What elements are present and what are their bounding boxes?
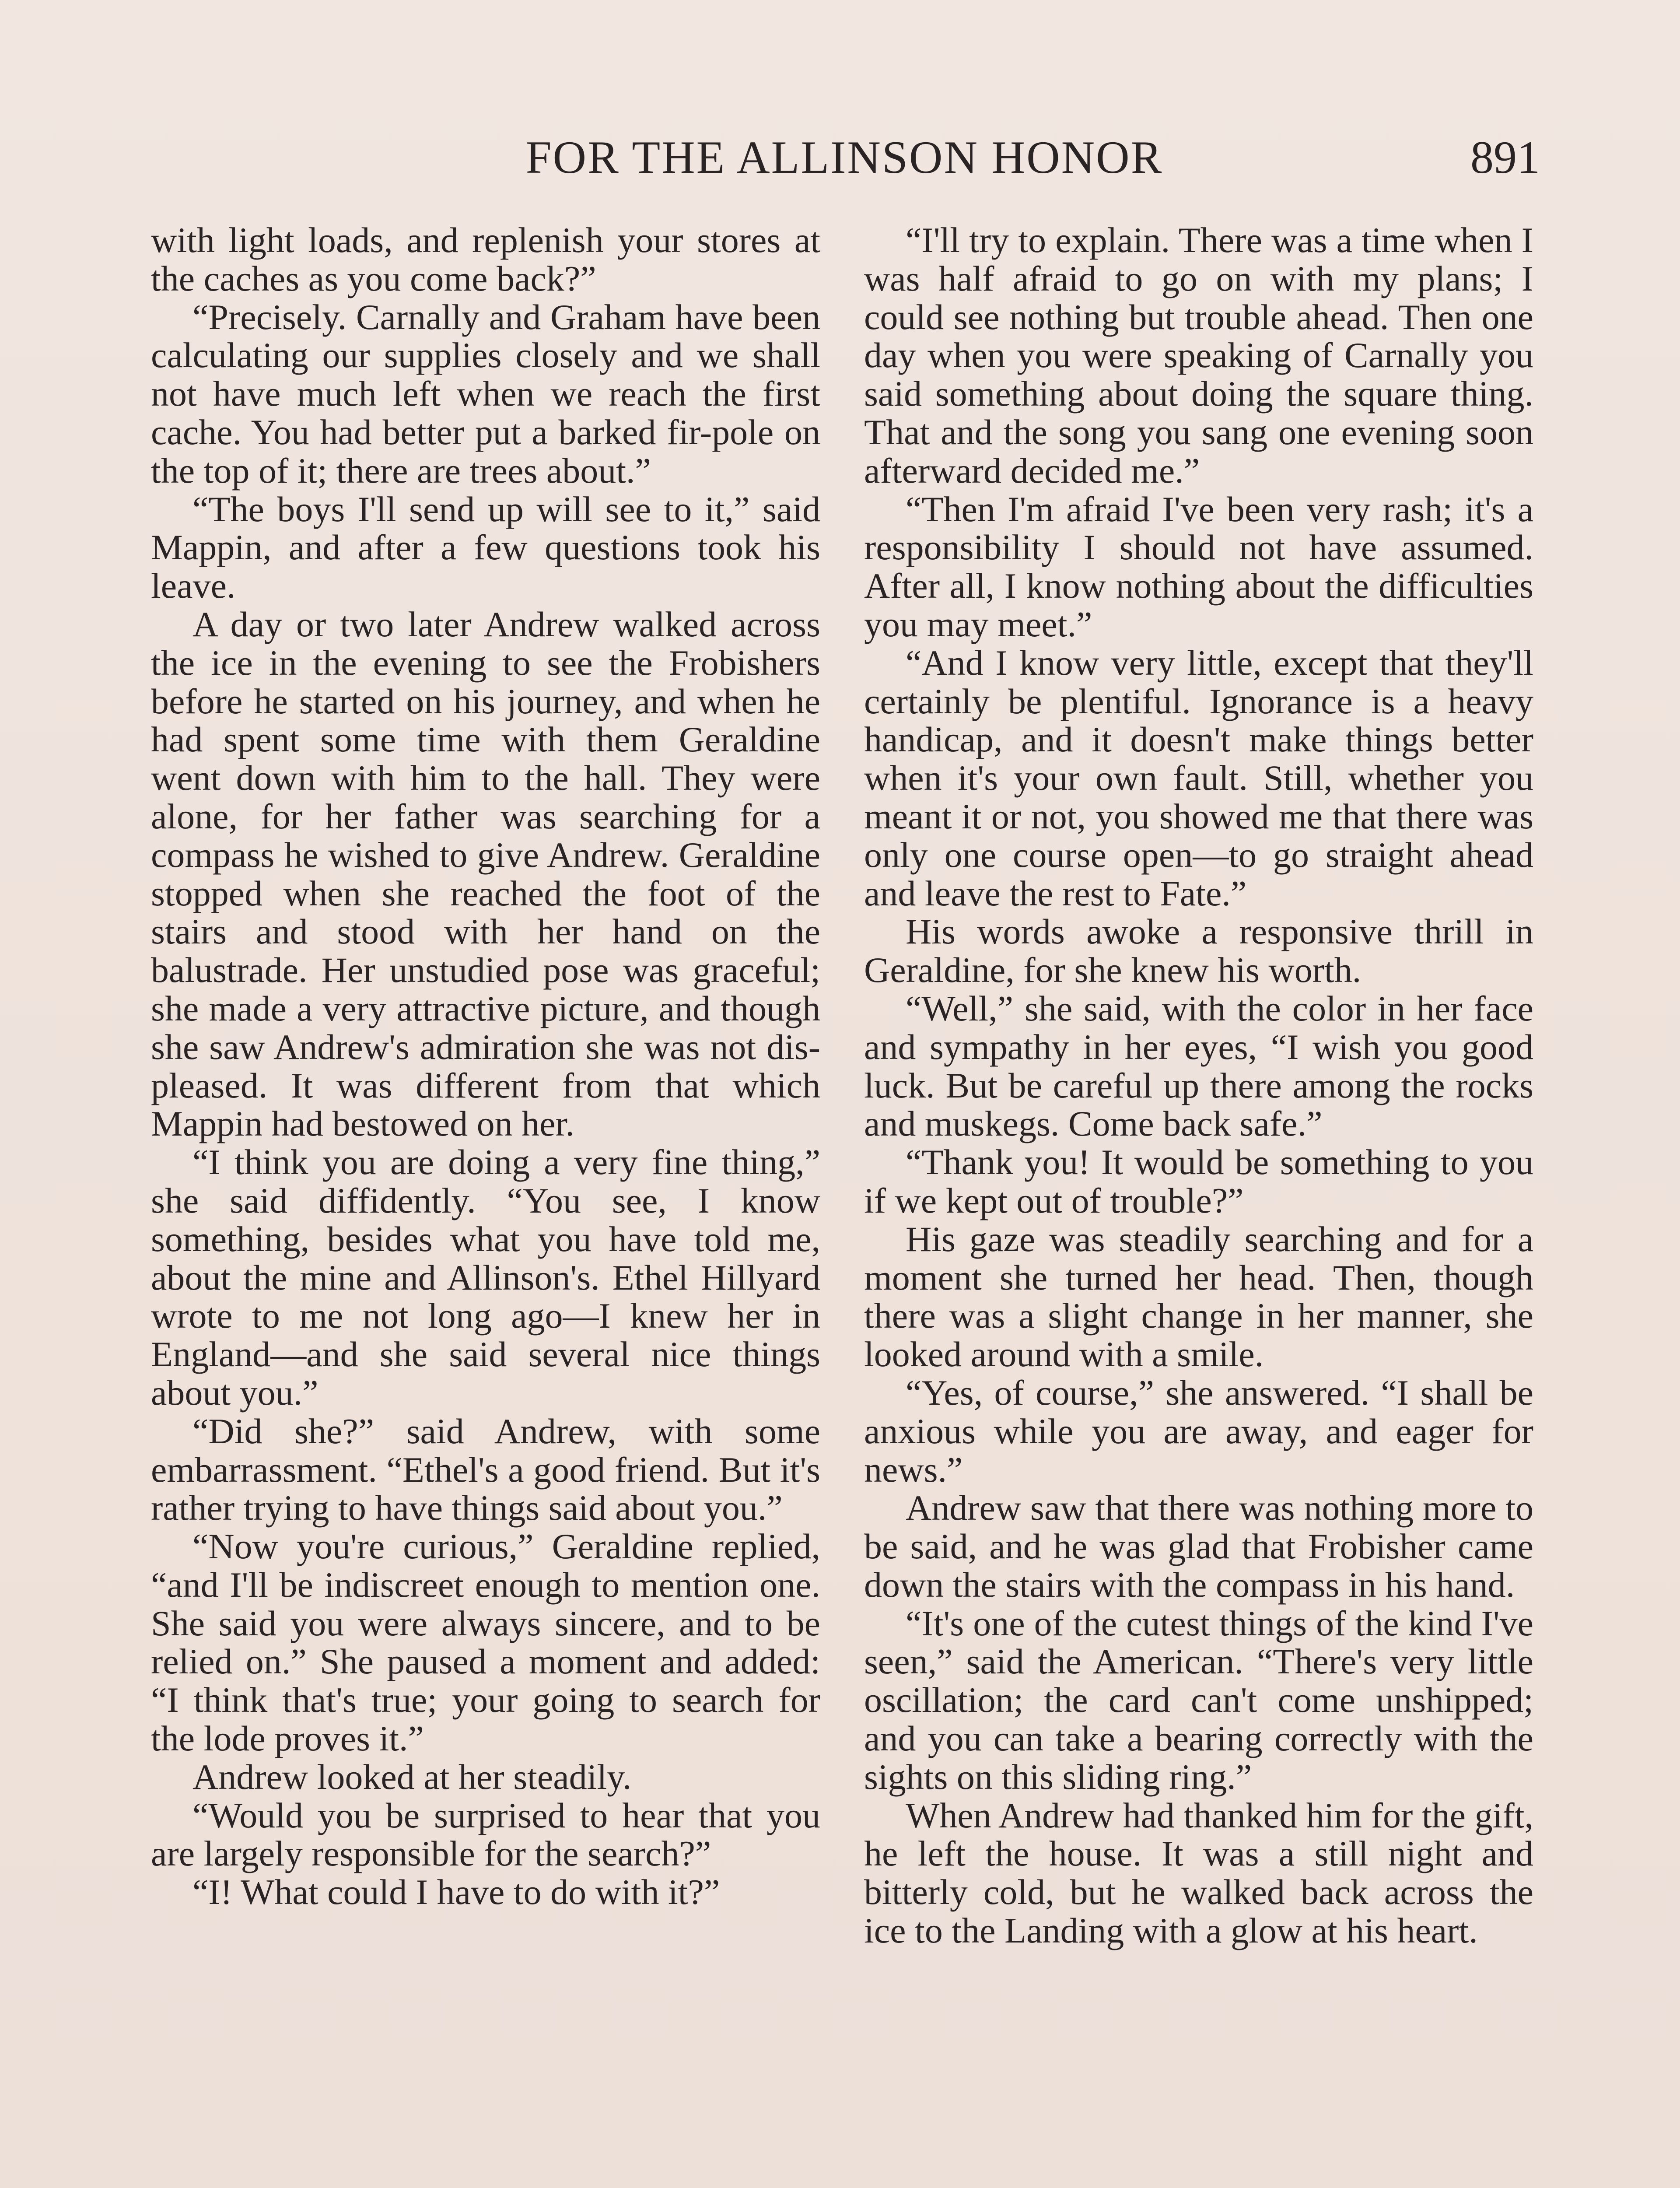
paragraph: “Would you be surprised to hear that you are largely responsible for the search?”	[151, 1795, 820, 1874]
paragraph: “The boys I'll send up will see to it,” said Mappin, and after a few questions took his leave.	[151, 489, 820, 606]
right-column	[864, 221, 1533, 1950]
paragraph: A day or two later Andrew walked across the ice in the evening to see the Frobishers before he started on his journey, and when he had spent some time with them Geraldine went down with him to the hall. They were alone, for her father was searching for a compass he wished to give Andrew. Geraldine stopped when she reached the foot of the stairs and stood with her hand on the balustrade. Her unstudied pose was graceful; she made a very attractive picture, and though she saw Andrew's admiration she was not displeased. It was different from that which Mappin had bestowed on her.	[151, 604, 820, 1144]
paragraph: His words awoke a responsive thrill in Geraldine, for she knew his worth.	[864, 912, 1533, 990]
paragraph: “I! What could I have to do with it?”	[192, 1872, 720, 1912]
paragraph: with light loads, and replenish your stores at the caches as you come back?”	[151, 220, 820, 298]
paragraph: When Andrew had thanked him for the gift, he left the house. It was a still night and bitterly cold, but he walked back across the ice to the Landing with a glow at his heart.	[864, 1795, 1533, 1951]
paragraph: “Well,” she said, with the color in her face and sympathy in her eyes, “I wish you good luck. But be careful up there among the rocks and muskegs. Come back safe.”	[864, 988, 1533, 1144]
paragraph: Andrew looked at her steadily.	[192, 1757, 632, 1797]
running-head	[149, 127, 1540, 188]
paragraph: “And I know very little, except that they'll certainly be plentiful. Ignorance is a heavy handicap, and it doesn't make things better when it's your own fault. Still, whether you meant it or not, you showed me that there was only one course open—to go straight ahead and leave the rest to Fate.”	[864, 642, 1533, 913]
paragraph: “I'll try to explain. There was a time when I was half afraid to go on with my plans; I could see nothing but trouble ahead. Then one day when you were speaking of Carnally you said something about doing the square thing. That and the song you sang one evening soon afterward decided me.”	[864, 220, 1533, 491]
paragraph: “Precisely. Carnally and Graham have been calculating our supplies closely and we shall not have much left when we reach the first cache. You had better put a barked fir-pole on the top of it; there are trees about.”	[151, 297, 820, 491]
paragraph: His gaze was steadily searching and for a moment she turned her head. Then, though there was a slight change in her manner, she looked around with a smile.	[864, 1219, 1533, 1375]
paragraph: “Did she?” said Andrew, with some embarrassment. “Ethel's a good friend. But it's rather trying to have things said about you.”	[151, 1411, 820, 1528]
paragraph: “I think you are doing a very fine thing,” she said diffidently. “You see, I know something, besides what you have told me, about the mine and Allinson's. Ethel Hillyard wrote to me not long ago—I knew her in England—and she said several nice things about you.”	[151, 1142, 820, 1413]
paragraph: “Thank you! It would be something to you if we kept out of trouble?”	[864, 1142, 1533, 1220]
paragraph: “Yes, of course,” she answered. “I shall be anxious while you are away, and eager for news.”	[864, 1372, 1533, 1490]
left-column	[151, 221, 820, 1911]
paragraph: “Now you're curious,” Geraldine replied, “and I'll be indiscreet enough to mention one. She said you were always sincere, and to be relied on.” She paused a moment and added: “I think that's true; your going to search for the lode proves it.”	[151, 1526, 820, 1759]
page-number: 891	[1470, 132, 1540, 183]
paragraph: “Then I'm afraid I've been very rash; it's a responsibility I should not have assumed. After all, I know nothing about the difficulties you may meet.”	[864, 489, 1533, 644]
paragraph: Andrew saw that there was nothing more to be said, and he was glad that Frobisher came down the stairs with the compass in his hand.	[864, 1488, 1533, 1605]
running-title: FOR THE ALLINSON HONOR	[525, 132, 1163, 183]
paragraph: “It's one of the cutest things of the kind I've seen,” said the American. “There's very little oscillation; the card can't come unshipped; and you can take a bearing correctly with the sights on this sliding ring.”	[864, 1603, 1533, 1797]
